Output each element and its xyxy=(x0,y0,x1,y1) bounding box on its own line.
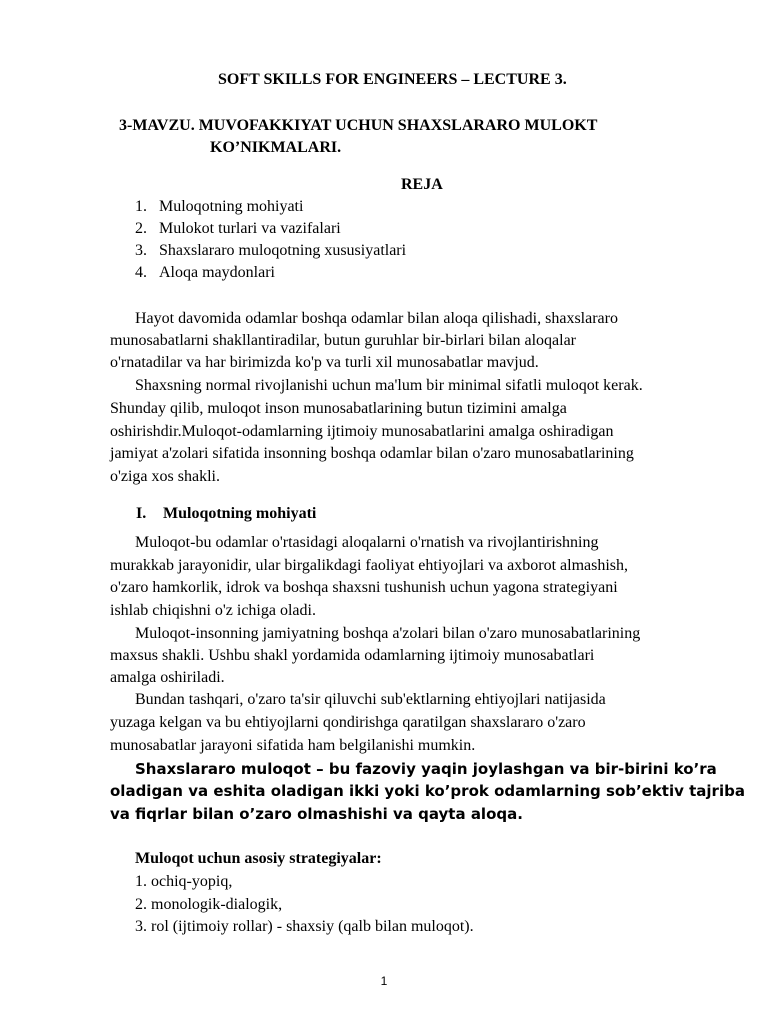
plan-item xyxy=(135,218,341,240)
section-line: Muloqot-insonning jamiyatning boshqa a'zolari bilan o'zaro munosabatlarining xyxy=(135,625,641,642)
section-line: maxsus shakli. Ushbu shakl yordamida odamlarning ijtimoiy munosabatlari xyxy=(110,647,595,664)
section-line: Bundan tashqari, o'zaro ta'sir qiluvchi sub'ektlarning ehtiyojlari natijasida xyxy=(135,691,606,708)
strategy-item: 3. rol (ijtimoiy rollar) - shaxsiy (qalb bilan muloqot). xyxy=(135,918,474,935)
intro-line: o'ziga xos shakli. xyxy=(110,468,220,485)
strategy-item: 2. monologik-dialogik, xyxy=(135,896,283,913)
definition-line: Shaxslararo muloqot – bu fazoviy yaqin joylashgan va bir-birini ko’ra xyxy=(135,760,717,778)
intro-line: o'rnatadilar va har birimizda ko'p va turli xil munosabatlar mavjud. xyxy=(110,354,539,371)
plan-item xyxy=(135,196,303,218)
strategies-heading: Muloqot uchun asosiy strategiyalar: xyxy=(135,850,382,867)
plan-item-number: 2. xyxy=(135,220,147,237)
section-number: I. xyxy=(136,505,147,522)
section-line: ishlab chiqishni o'z ichiga oladi. xyxy=(110,602,316,619)
plan-item-text: Mulokot turlari va vazifalari xyxy=(159,220,341,237)
plan-item xyxy=(135,240,406,262)
intro-line: munosabatlarni shakllantiradilar, butun guruhlar bir-birlari bilan aloqalar xyxy=(110,332,576,349)
intro-line: Hayot davomida odamlar boshqa odamlar bilan aloqa qilishadi, shaxslararo xyxy=(135,310,618,327)
section-line: o'zaro hamkorlik, idrok va boshqa shaxsni tushunish uchun yagona strategiyani xyxy=(110,579,618,596)
intro-line: jamiyat a'zolari sifatida insonning boshqa odamlar bilan o'zaro munosabatlarining xyxy=(110,445,634,462)
section-line: amalga oshiriladi. xyxy=(110,669,225,686)
intro-line: Shunday qilib, muloqot inson munosabatlarining butun tizimini amalga xyxy=(110,400,567,417)
section-line: munosabatlar jarayoni sifatida ham belgilanishi mumkin. xyxy=(110,737,476,754)
plan-item-number: 4. xyxy=(135,264,147,281)
course-title: SOFT SKILLS FOR ENGINEERS – LECTURE 3. xyxy=(218,71,567,88)
section-heading xyxy=(136,503,316,525)
plan-item-text: Aloqa maydonlari xyxy=(159,264,275,281)
section-title: Muloqotning mohiyati xyxy=(163,505,317,522)
plan-item-text: Shaxslararo muloqotning xususiyatlari xyxy=(159,242,407,259)
intro-line: Shaxsning normal rivojlanishi uchun ma'lum bir minimal sifatli muloqot kerak. xyxy=(135,377,643,394)
intro-line: oshirishdir.Muloqot-odamlarning ijtimoiy munosabatlarini amalga oshiradigan xyxy=(110,423,614,440)
plan-item-number: 3. xyxy=(135,242,147,259)
section-line: Muloqot-bu odamlar o'rtasidagi aloqalarni o'rnatish va rivojlantirishning xyxy=(135,534,599,551)
plan-item xyxy=(135,262,275,284)
page-number: 1 xyxy=(380,974,388,988)
topic-title-line-1: 3-MAVZU. MUVOFAKKIYAT UCHUN SHAXSLARARO MULOKT xyxy=(119,117,598,134)
definition-line: oladigan va eshita oladigan ikki yoki ko’prok odamlarning sob’ektiv tajriba xyxy=(110,782,745,800)
strategy-item: 1. ochiq-yopiq, xyxy=(135,873,233,890)
section-line: murakkab jarayonidir, ular birgalikdagi faoliyat ehtiyojlari va axborot almashish, xyxy=(110,557,629,574)
topic-title-line-2: KO’NIKMALARI. xyxy=(210,139,342,156)
plan-item-number: 1. xyxy=(135,198,147,215)
definition-line: va fiqrlar bilan o’zaro olmashishi va qayta aloqa. xyxy=(110,805,523,823)
plan-item-text: Muloqotning mohiyati xyxy=(159,198,304,215)
section-line: yuzaga kelgan va bu ehtiyojlarni qondirishga qaratilgan shaxslararo o'zaro xyxy=(110,714,586,731)
plan-heading: REJA xyxy=(401,176,443,193)
